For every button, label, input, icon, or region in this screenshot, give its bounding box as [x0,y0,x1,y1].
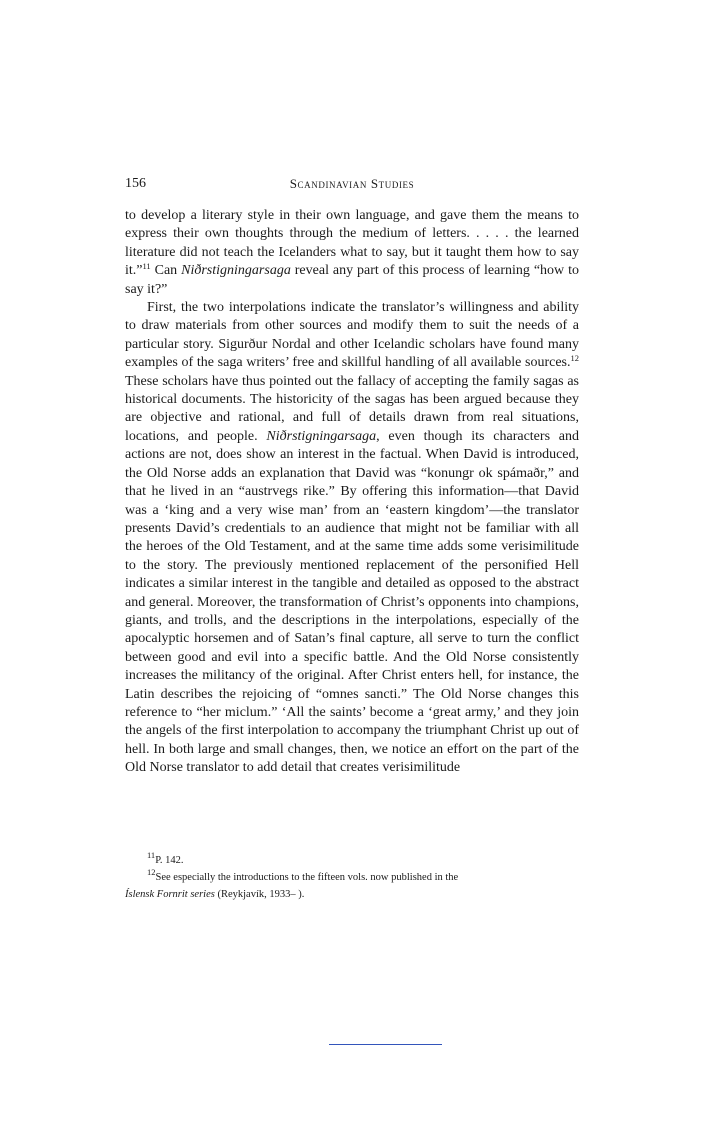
footnote-ref[interactable]: 12 [570,353,579,364]
footnote-number: 11 [147,850,156,860]
paragraph: First, the two interpolations indicate the translator’s willingness and ability to draw materials from other sources and modify them to suit the needs of a particular story. Sigurður Nordal and other Icelandic scholars have found many examples of the saga writers’ free and skillful handling of all available sources.$^{12}$ These scholars have thus pointed out the fallacy of accepting the family sagas as historical documents. The historicity of the sagas has been argued because they are objective and rational, and full of details drawn from real situations, locations, and people. Niðrstigningarsaga, even though its characters and actions are not, does show an interest in the factual. When David is introduced, the Old Norse adds an explanation that David was “konungr ok spámaðr,” and that he lived in an “austrvegs rike.” By offering this information—that David was a ‘king and a very wise man’ from an ‘eastern kingdom’—the translator presents David’s credentials to an audience that might not be familiar with all the heroes of the Old Testament, and at the same time adds some verisimilitude to the story. The previously mentioned replacement of the personified Hell indicates a similar interest in the tangible and detailed as opposed to the abstract and general. Moreover, the transformation of Christ’s opponents into champions, giants, and trolls, and the descriptions in the interpolations, especially of the apocalyptic horsemen and of Satan’s final capture, all serve to turn the conflict between good and evil into a specific battle. And the Old Norse consistently increases the militancy of the original. After Christ enters hell, for instance, the Latin describes the rejoicing of “omnes sancti.” The Old Norse changes this reference to “her miclum.” ‘All the saints’ become a ‘great army,’ and they join the angels of the first interpolation to accompany the triumphant Christ up out of hell. In both large and small changes, then, we notice an effort on the part of the Old Norse translator to add detail that creates verisimilitude [125,300,580,776]
work-title: Niðrstigningarsaga [181,263,291,279]
body-text [125,207,579,778]
footnotes [125,852,579,903]
page-number: 156 [125,176,146,191]
link-rule[interactable] [329,1044,442,1045]
footnote: $^{12}$See especially the introductions to the fifteen vols. now published in the [147,867,459,883]
footnote-number: 12 [147,867,156,877]
footnote: $^{11}$P. 142. [147,850,184,866]
footnote-ref[interactable]: 11 [142,261,151,272]
footnote-continuation: Íslensk Fornrit series (Reykjavík, 1933– ). [125,889,305,900]
page-header [125,176,579,196]
paragraph: to develop a literary style in their own language, and gave them the means to express their own thoughts through the medium of letters. . . . . the learned literature did not teach the Icelanders what to say, but it taught them how to say it.”$^{11}$ Can Niðrstigningarsaga reveal any part of this process of learning “how to say it?” [125,208,579,297]
work-title: Niðrstigningarsaga [266,428,377,444]
running-head: Scandinavian Studies [289,176,415,191]
series-title: Íslensk Fornrit series [125,889,215,900]
